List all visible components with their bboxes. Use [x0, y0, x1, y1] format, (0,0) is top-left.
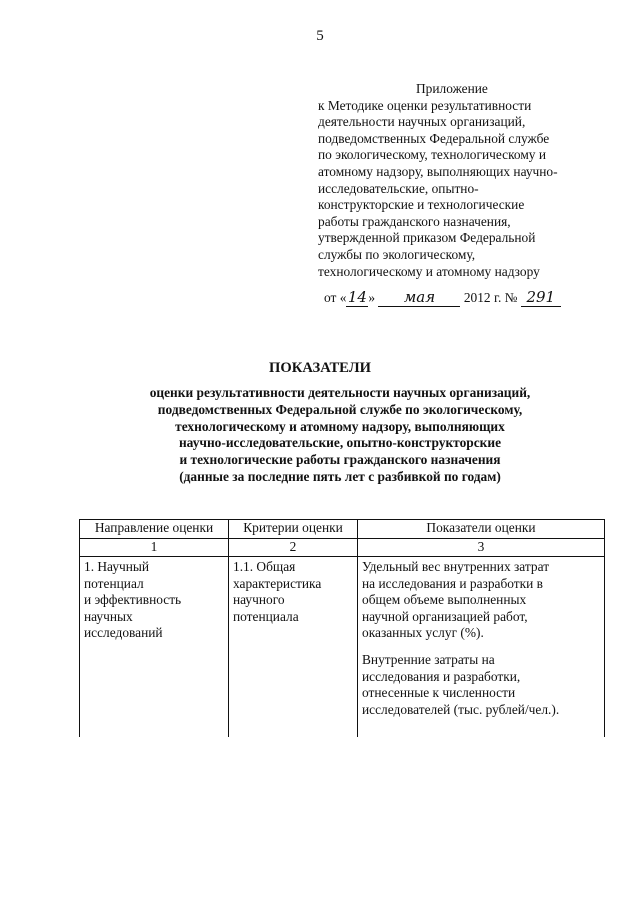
appendix-line: работы гражданского назначения, [318, 213, 511, 229]
appendix-title: Приложение [416, 81, 488, 96]
order-number: 291 [521, 288, 561, 307]
order-year: 2012 г. № [463, 290, 518, 305]
page-number: 5 [316, 28, 324, 44]
table-row [80, 557, 605, 738]
appendix-line: атомному надзору, выполняющих научно- [318, 163, 558, 179]
cell-line: 1. Научный [84, 559, 150, 574]
cell-criteria [229, 557, 358, 738]
indicator-paragraph [362, 652, 600, 718]
cell-line: исследований [84, 625, 163, 641]
cell-line: научных [84, 608, 133, 624]
cell-line: и эффективность [84, 592, 182, 608]
column-number-row [80, 539, 605, 557]
cell-line: отнесенные к численности [362, 685, 516, 701]
cell-line: характеристика [233, 575, 322, 591]
cell-line: научной организацией работ, [362, 608, 528, 624]
subtitle-line: и технологические работы гражданского назначения [179, 452, 501, 468]
subtitle-line: научно-исследовательские, опытно-конструкторские [178, 435, 502, 451]
column-number: 2 [229, 539, 358, 557]
header-direction: Направление оценки [80, 520, 229, 539]
appendix-line: деятельности научных организаций, [318, 114, 526, 130]
column-number: 1 [80, 539, 229, 557]
subtitle-line: (данные за последние пять лет с разбивкой по годам) [179, 468, 501, 484]
cell-line: научного [233, 592, 285, 608]
header-indicators: Показатели оценки [358, 520, 605, 539]
appendix-line: службы по экологическому, [318, 246, 476, 262]
order-reference [324, 288, 561, 307]
order-mid: » [368, 290, 376, 305]
order-prefix: от « [324, 290, 347, 305]
cell-line: Внутренние затраты на [362, 651, 495, 667]
cell-line: потенциала [233, 608, 299, 624]
cell-line: общем объеме выполненных [362, 592, 527, 608]
appendix-line: исследовательские, опытно- [318, 180, 479, 196]
subtitle-line: оценки результативности деятельности научных организаций, [149, 385, 531, 400]
cell-line: потенциал [84, 575, 144, 591]
table-header-row [80, 520, 605, 539]
subtitle-line: технологическому и атомному надзору, выполняющих [175, 418, 505, 434]
cell-line: 1.1. Общая [233, 559, 296, 574]
appendix-block [318, 81, 618, 280]
order-day: 14 [347, 288, 367, 306]
order-month: мая [378, 288, 460, 307]
document-title: ПОКАЗАТЕЛИ [269, 360, 371, 376]
appendix-line: к Методике оценки результативности [318, 97, 532, 113]
subtitle-line: подведомственных Федеральной службе по экологическому, [157, 401, 523, 417]
header-criteria: Критерии оценки [229, 520, 358, 539]
cell-line: на исследования и разработки в [362, 575, 544, 591]
indicator-paragraph [362, 559, 600, 642]
cell-line: исследования и разработки, [362, 668, 521, 684]
column-number: 3 [358, 539, 605, 557]
appendix-line: утвержденной приказом Федеральной [318, 230, 536, 246]
cell-indicators [358, 557, 605, 738]
appendix-line: технологическому и атомному надзору [318, 263, 540, 279]
cell-direction [80, 557, 229, 738]
appendix-line: подведомственных Федеральной службе [318, 130, 550, 146]
appendix-line: по экологическому, технологическому и [318, 147, 547, 163]
appendix-line: конструкторские и технологические [318, 197, 525, 213]
document-subtitle [60, 385, 620, 486]
indicators-table [79, 519, 605, 737]
cell-line: Удельный вес внутренних затрат [362, 559, 550, 574]
cell-line: исследователей (тыс. рублей/чел.). [362, 701, 560, 717]
cell-line: оказанных услуг (%). [362, 625, 484, 641]
